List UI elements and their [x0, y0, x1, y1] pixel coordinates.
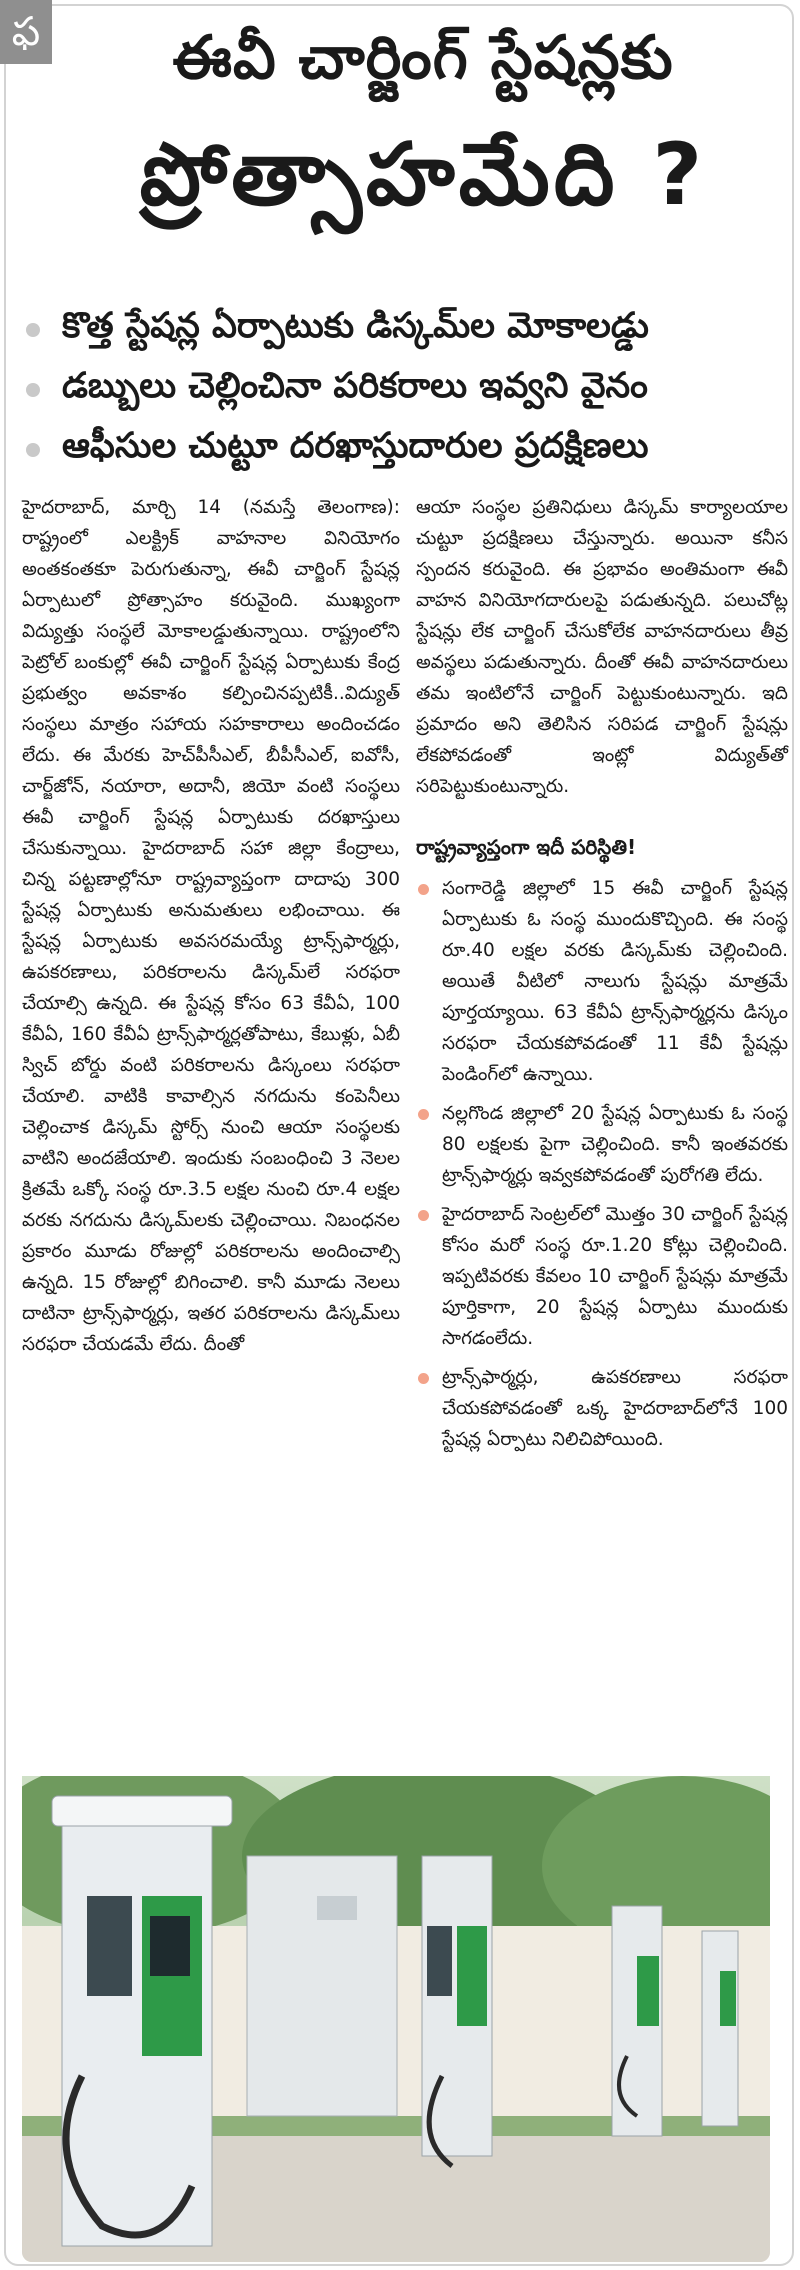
- bullet-dot: [26, 323, 40, 337]
- highlight-text: డబ్బులు చెల్లించినా పరికరాలు ఇవ్వని వైనం: [62, 366, 648, 406]
- highlight-item: [20, 420, 780, 480]
- highlight-item: [20, 300, 780, 360]
- list-bullet: [418, 1109, 429, 1120]
- list-bullet: [418, 1210, 429, 1221]
- subheading: రాష్ట్రవ్యాప్తంగా ఇదీ పరిస్థితి!: [416, 835, 637, 859]
- list-bullet: [418, 884, 429, 895]
- list-item-text: హైదరాబాద్ సెంట్రల్‌లో మొత్తం 30 చార్జింగ్ స్టేషన్ల కోసం మరో సంస్థ రూ.1.20 కోట్లు చెల్లించింది. ఇప్పటివరకు కేవలం 10 చార్జింగ్ స్టేషన్లు మాత్రమే పూర్తికాగా, 20 స్టేషన్ల ఏర్పాటు ముందుకు సాగడంలేదు.: [442, 1204, 788, 1349]
- highlight-item: [20, 360, 780, 420]
- list-item: [416, 1098, 788, 1191]
- headline-line-2: ప్రోత్సాహమేది ?: [139, 125, 707, 225]
- list-item-text: నల్లగొండ జిల్లాలో 20 స్టేషన్ల ఏర్పాటుకు ఓ సంస్థ 80 లక్షలకు పైగా చెల్లించింది. కానీ ఇంతవరకు ట్రాన్స్‌ఫార్మర్లు ఇవ్వకపోవడంతో పురోగతి లేదు.: [442, 1103, 788, 1186]
- charging-stations-illustration: [22, 1776, 770, 2262]
- list-bullet: [418, 1373, 429, 1384]
- list-item: [416, 1199, 788, 1354]
- headline-line-1: ఈవీ చార్జింగ్ స్టేషన్లకు: [172, 23, 674, 93]
- body-paragraph: ఆయా సంస్థల ప్రతినిధులు డిస్కమ్ కార్యాలయాల చుట్టూ ప్రదక్షిణలు చేస్తున్నారు. అయినా కనీస స్పందన కరువైంది. ఈ ప్రభావం అంతిమంగా ఈవీ వాహన వినియోగదారులపై పడుతున్నది. పలుచోట్ల స్టేషన్లు లేక చార్జింగ్ చేసుకోలేక వాహనదారులు తీవ్ర అవస్థలు పడుతున్నారు. దీంతో ఈవీ వాహనదారులు తమ ఇంటిలోనే చార్జింగ్ పెట్టుకుంటున్నారు. ఇది ప్రమాదం అని తెలిసిన సరిపడ చార్జింగ్ స్టేషన్లు లేకపోవడంతో ఇంట్లో విద్యుత్‌తో సరిపెట్టుకుంటున్నారు.: [416, 497, 788, 797]
- bullet-dot: [26, 443, 40, 457]
- list-item-text: ట్రాన్స్‌ఫార్మర్లు, ఉపకరణాలు సరఫరా చేయకపోవడంతో ఒక్క హైదరాబాద్‌లోనే 100 స్టేషన్ల ఏర్పాటు నిలిచిపోయింది.: [442, 1367, 788, 1450]
- list-item-text: సంగారెడ్డి జిల్లాలో 15 ఈవీ చార్జింగ్ స్టేషన్ల ఏర్పాటుకు ఓ సంస్థ ముందుకొచ్చింది. ఈ సంస్థ రూ.40 లక్షల వరకు డిస్కమ్‌కు చెల్లించింది. అయితే వీటిలో నాలుగు స్టేషన్లు మాత్రమే పూర్తయ్యాయి. 63 కేవీఏ ట్రాన్స్‌ఫార్మర్లను డిస్కం సరఫరా చేయకపోవడంతో 11 కేవీ స్టేషన్లు పెండింగ్‌లో ఉన్నాయి.: [442, 878, 788, 1085]
- bullet-dot: [26, 383, 40, 397]
- list-item: [416, 1362, 788, 1455]
- highlight-text: ఆఫీసుల చుట్టూ దరఖాస్తుదారుల ప్రదక్షిణలు: [62, 426, 649, 466]
- charging-stations-photo: [22, 1776, 770, 2262]
- body-paragraph: హైదరాబాద్, మార్చి 14 (నమస్తే తెలంగాణ): రాష్ట్రంలో ఎలక్ట్రిక్ వాహనాల వినియోగం అంతకంతకూ పెరుగుతున్నా, ఈవీ చార్జింగ్ స్టేషన్ల ఏర్పాటులో ప్రోత్సాహం కరువైంది. ముఖ్యంగా విద్యుత్తు సంస్థలే మోకాలడ్డుతున్నాయి. రాష్ట్రంలోని పెట్రోల్ బంకుల్లో ఈవీ చార్జింగ్ స్టేషన్ల ఏర్పాటుకు కేంద్ర ప్రభుత్వం అవకాశం కల్పించినప్పటికీ..విద్యుత్ సంస్థలు మాత్రం సహాయ సహకారాలు అందించడం లేదు. ఈ మేరకు హెచ్‌పీసీఎల్, బీపీసీఎల్, ఐవోసీ, చార్జ్‌జోన్, నయారా, అదానీ, జియో వంటి సంస్థలు ఈవీ చార్జింగ్ స్టేషన్ల ఏర్పాటుకు దరఖాస్తులు చేసుకున్నాయి. హైదరాబాద్ సహా జిల్లా కేంద్రాలు, చిన్న పట్టణాల్లోనూ రాష్ట్రవ్యాప్తంగా దాదాపు 300 స్టేషన్ల ఏర్పాటుకు అనుమతులు లభించాయి. ఈ స్టేషన్ల ఏర్పాటుకు అవసరమయ్యే ట్రాన్స్‌ఫార్మర్లు, ఉపకరణాలు, పరికరాలను డిస్కమ్‌లే సరఫరా చేయాల్సి ఉన్నది. ఈ స్టేషన్ల కోసం 63 కేవీఏ, 100 కేవీఏ, 160 కేవీఏ ట్రాన్స్‌ఫార్మర్లతోపాటు, కేబుళ్లు, ఏబీ స్విచ్ బోర్డు వంటి పరికరాలను డిస్కంలు సరఫరా చేయాలి. వాటికి కావాల్సిన నగదును కంపెనీలు చెల్లించాక డిస్కమ్ స్టోర్స్ నుంచి ఆయా సంస్థలకు వాటిని అందజేయాలి. ఇందుకు సంబంధించి 3 నెలల క్రితమే ఒక్కో సంస్థ రూ.3.5 లక్షల నుంచి రూ.4 లక్షల వరకు నగదును డిస్కమ్‌లకు చెల్లించాయి. నిబంధనల ప్రకారం మూడు రోజుల్లో పరికరాలను అందించాల్సి ఉన్నది. 15 రోజుల్లో బిగించాలి. కానీ మూడు నెలలు దాటినా ట్రాన్స్‌ఫార్మర్లు, ఇతర పరికరాలను డిస్కమ్‌లు సరఫరా చేయడమే లేదు. దీంతో: [22, 497, 400, 1355]
- highlights: [20, 300, 780, 480]
- right-column: [416, 492, 788, 1463]
- left-column: [22, 492, 400, 1362]
- list-item: [416, 873, 788, 1090]
- section-tag: ఫ: [0, 0, 52, 64]
- highlight-text: కొత్త స్టేషన్ల ఏర్పాటుకు డిస్కమ్‌ల మోకాలడ్డు: [62, 306, 649, 346]
